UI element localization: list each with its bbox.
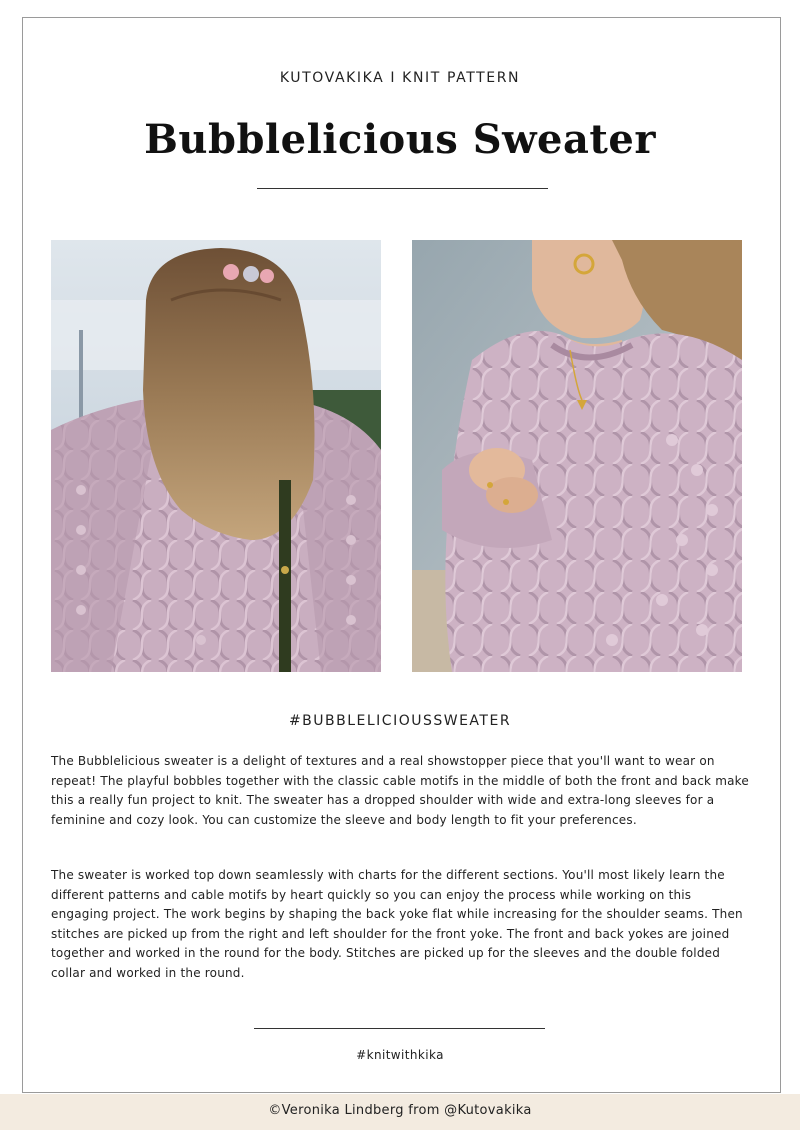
pattern-hashtag: #BUBBLELICIOUSSWEATER: [288, 713, 512, 729]
photo-back-view: [51, 240, 381, 672]
description-paragraph-1: The Bubblelicious sweater is a delight of textures and a real showstopper piece that you'll want to wear on repeat! The playful bobbles together with the classic cable motifs in the middle of both the front and back make this a really fun project to knit. The sweater has a dropped shoulder with wide and extra-long sleeves for a feminine and cozy look. You can customize the sleeve and body length to fit your preferences.: [51, 754, 749, 827]
photo-front-view: [412, 240, 742, 672]
credit-bar: ©Veronika Lindberg from @Kutovakika: [0, 1094, 800, 1130]
brand-label: KUTOVAKIKA I KNIT PATTERN: [279, 70, 521, 86]
title-divider: [257, 188, 548, 189]
footer-hashtag: #knitwithkika: [356, 1048, 444, 1062]
footer-divider: [254, 1028, 545, 1029]
description-paragraph-2: The sweater is worked top down seamlessly with charts for the different sections. You'll most likely learn the different patterns and cable motifs by heart quickly so you can enjoy the process while working on this engaging project. The work begins by shaping the back yoke flat while increasing for the shoulder seams. Then stitches are picked up from the right and left shoulder for the front yoke. The front and back yokes are joined together and worked in the round for the body. Stitches are picked up for the sleeves and the double folded collar and worked in the round.: [51, 868, 743, 980]
pattern-title: Bubblelicious Sweater: [144, 116, 656, 163]
